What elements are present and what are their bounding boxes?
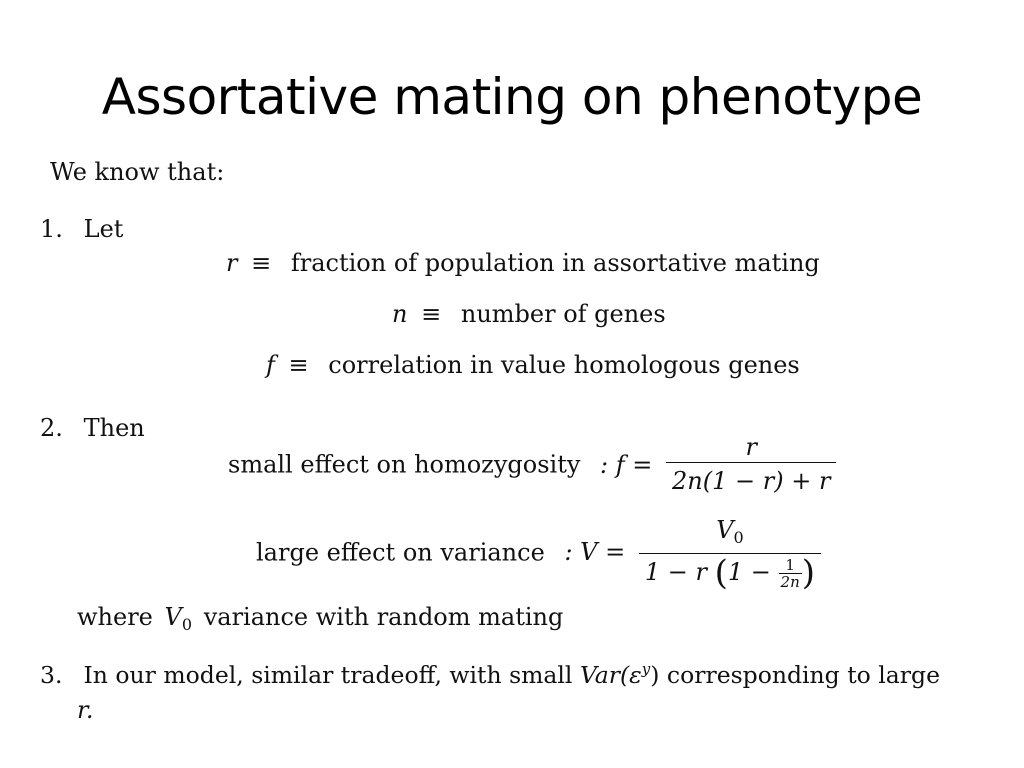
item3-line1 (40, 660, 940, 689)
def-n-text: number of genes (460, 300, 666, 328)
definition-f (266, 351, 800, 379)
equation-homozygosity (228, 432, 836, 497)
eq1-lhs: : f = (600, 450, 653, 479)
item1-header (40, 215, 123, 243)
definition-n (392, 300, 666, 328)
eq2-small-fraction (779, 555, 802, 591)
eq2-num-sub: 0 (733, 528, 744, 547)
item3-text-pre: In our model, similar tradeoff, with small (83, 661, 573, 689)
eq2-numerator (710, 515, 750, 553)
item2-number: 2. (40, 414, 63, 442)
def-r-symbol: r (226, 249, 238, 277)
item2-header (40, 414, 145, 442)
eq2-denominator: 1 − r (1 − $\frac{1}{2n}$ ) (639, 553, 821, 590)
item1-number: 1. (40, 215, 63, 243)
def-r-text: fraction of population in assortative mating (290, 249, 820, 277)
item3-var-expr: Var(ε (579, 661, 642, 689)
eq1-fraction (666, 432, 836, 497)
item3-var-close: ) (650, 661, 660, 689)
where-symbol: V (164, 603, 182, 631)
def-f-symbol: f (266, 351, 275, 379)
eq2-small-den: 2n (780, 572, 800, 591)
where-pre: where (77, 603, 153, 631)
eq1-numerator: r (745, 433, 757, 461)
def-f-equiv: ≡ (288, 351, 309, 379)
where-sub: 0 (181, 615, 193, 634)
eq2-small-num: 1 (785, 555, 795, 574)
def-f-text: correlation in value homologous genes (328, 351, 800, 379)
eq2-den-inner: 1 − (727, 558, 771, 586)
item3-text-post: corresponding to large (666, 661, 940, 689)
equation-variance (256, 515, 821, 593)
eq2-text: large effect on variance (256, 538, 545, 567)
eq2-num-base: V (716, 516, 734, 544)
intro-text: We know that: (50, 158, 225, 186)
item1-label: Let (83, 215, 124, 243)
slide-title: Assortative mating on phenotype (101, 68, 923, 126)
eq2-fraction (639, 515, 821, 593)
item3-line2: r. (77, 696, 94, 724)
item2-label: Then (83, 414, 145, 442)
eq1-denominator: 2n(1 − r) + r (666, 462, 836, 497)
where-post: variance with random mating (203, 603, 564, 631)
item3-var-sup: y (641, 660, 651, 678)
def-n-symbol: n (392, 300, 408, 328)
eq1-text: small effect on homozygosity (228, 450, 581, 479)
definition-r (226, 249, 820, 277)
eq2-den-prefix: 1 − r (644, 558, 707, 586)
def-n-equiv: ≡ (421, 300, 442, 328)
eq2-lhs: : V = (564, 538, 626, 567)
item3-number: 3. (40, 661, 63, 689)
def-r-equiv: ≡ (251, 249, 272, 277)
where-line (77, 603, 563, 634)
